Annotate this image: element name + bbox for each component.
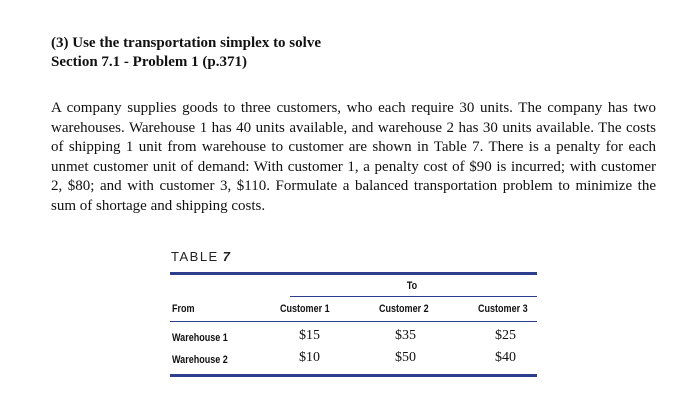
table-header-rule [170, 321, 537, 322]
table-row-header: Warehouse 1 [172, 332, 228, 344]
table-cell: $25 [495, 328, 516, 343]
table-column-header: Customer 2 [379, 303, 429, 315]
table-cell: $40 [495, 350, 516, 365]
table-column-header: Customer 1 [280, 303, 330, 315]
table-row-header: Warehouse 2 [172, 354, 228, 366]
table-group-header: To [406, 280, 418, 292]
table-cell: $50 [395, 350, 416, 365]
heading-line-2: Section 7.1 - Problem 1 (p.371) [51, 54, 247, 70]
table-caption-number: 7 [222, 249, 232, 264]
table-from-header: From [172, 303, 195, 315]
table-caption-word: TABLE [171, 249, 219, 264]
table-cell: $35 [395, 328, 416, 343]
problem-heading [51, 34, 321, 72]
table-caption [171, 249, 231, 264]
heading-line-1: (3) Use the transportation simplex to solve [51, 35, 321, 51]
table-bottom-rule [170, 374, 537, 377]
table-cell: $15 [299, 328, 320, 343]
table-top-rule [170, 272, 537, 275]
table-cell: $10 [299, 350, 320, 365]
table-column-header: Customer 3 [478, 303, 528, 315]
problem-statement: A company supplies goods to three customers, who each require 30 units. The company has two warehouses. Warehouse 1 has 40 units available, and warehouse 2 has 30 units available. The costs of shipping 1 unit from warehouse to customer are shown in Table 7. There is a penalty for each unmet customer unit of demand: With customer 1, a penalty cost of $90 is incurred; with customer 2, $80; and with customer 3, $110. Formulate a balanced transportation problem to minimize the sum of shortage and shipping costs. [51, 100, 656, 214]
table-group-rule [290, 296, 537, 297]
